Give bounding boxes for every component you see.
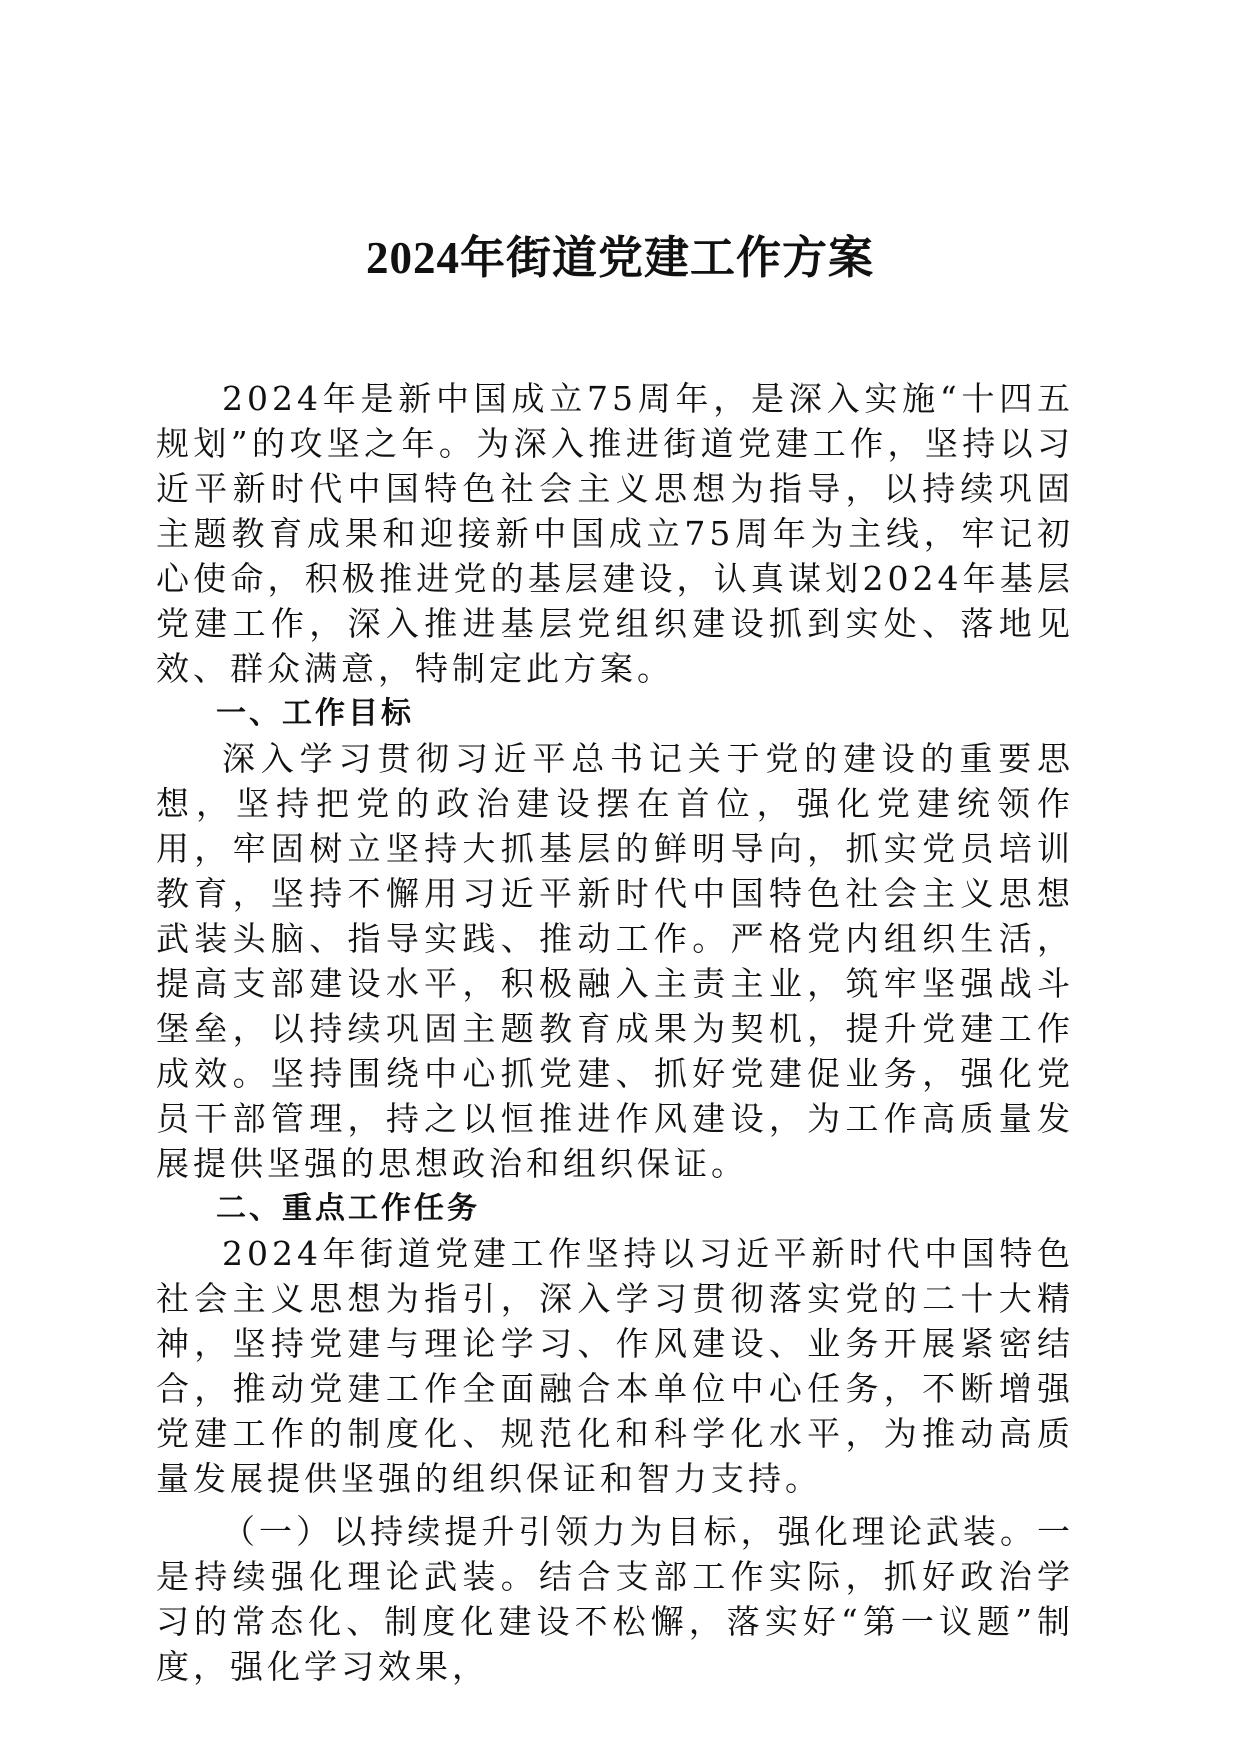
document-title: 2024年街道党建工作方案 xyxy=(365,233,874,283)
intro-paragraph: 2024年是新中国成立75周年，是深入实施“十四五规划”的攻坚之年。为深入推进街道党建工作，坚持以习近平新时代中国特色社会主义思想为指导，以持续巩固主题教育成果和迎接新中国成立75周年为主线，牢记初心使命，积极推进党的基层建设，认真谋划2024年基层党建工作，深入推进基层党组织建设抓到实处、落地见效、群众满意，特制定此方案。 xyxy=(156,379,1074,688)
document-body xyxy=(156,376,1074,1689)
subsection-paragraph-theory: （一）以持续提升引领力为目标，强化理论武装。一是持续强化理论武装。结合支部工作实际，抓好政治学习的常态化、制度化建设不松懈，落实好“第一议题”制度，强化学习效果， xyxy=(156,1512,1074,1686)
section-paragraph-goals: 深入学习贯彻习近平总书记关于党的建设的重要思想，坚持把党的政治建设摆在首位，强化党建统领作用，牢固树立坚持大抓基层的鲜明导向，抓实党员培训教育，坚持不懈用习近平新时代中国特色社会主义思想武装头脑、指导实践、推动工作。严格党内组织生活，提高支部建设水平，积极融入主责主业，筑牢坚强战斗堡垒，以持续巩固主题教育成果为契机，提升党建工作成效。坚持围绕中心抓党建、抓好党建促业务，强化党员干部管理，持之以恒推进作风建设，为工作高质量发展提供坚强的思想政治和组织保证。 xyxy=(156,739,1074,1183)
section-heading-goals: 一、工作目标 xyxy=(216,696,414,731)
section-paragraph-tasks: 2024年街道党建工作坚持以习近平新时代中国特色社会主义思想为指引，深入学习贯彻落实党的二十大精神，坚持党建与理论学习、作风建设、业务开展紧密结合，推动党建工作全面融合本单位中心任务，不断增强党建工作的制度化、规范化和科学化水平，为推动高质量发展提供坚强的组织保证和智力支持。 xyxy=(156,1234,1074,1498)
section-heading-tasks: 二、重点工作任务 xyxy=(216,1191,480,1226)
